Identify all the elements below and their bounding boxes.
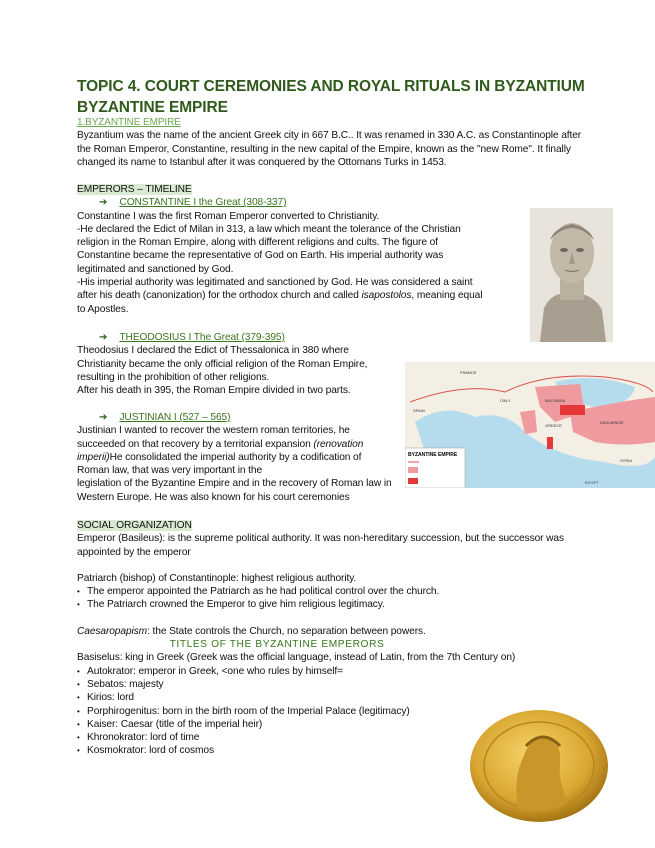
list-item: • The Patriarch crowned the Emperor to give him religious legitimacy. xyxy=(77,598,592,611)
byzantine-empire-map xyxy=(405,362,655,488)
list-item: • Kaiser: Caesar (title of the imperial heir) xyxy=(77,718,592,731)
constantine-heading: ➔ CONSTANTINE I the Great (308-337) xyxy=(99,197,287,209)
paragraph: -His imperial authority was legitimated and sanctioned by God. He was considered a saint after his death (canonization) for the orthodox church and called isapostolos, meaning equal to Apostles. xyxy=(77,277,483,315)
paragraph: Constantine I was the first Roman Emperor converted to Christianity. xyxy=(77,210,380,222)
justinian-heading: ➔ JUSTINIAN I (527 – 565) xyxy=(99,412,231,423)
paragraph: Basiselus: king in Greek (Greek was the official language, instead of Latin, from the 7th Century on) xyxy=(77,652,516,664)
paragraph: Theodosius I declared the Edict of Thessalonica in 380 where Christianity became the only official religion of the Roman Empire, resulting in the prohibition of other religions. xyxy=(77,345,368,383)
arrow-icon: ➔ xyxy=(99,332,108,343)
section-timeline xyxy=(77,183,487,316)
bullet-list xyxy=(77,585,592,612)
paragraph: -He declared the Edict of Milan in 313, a law which meant the tolerance of the Christian religion in the Roman Empire, along with different religions and cults. The figure of Constantine became the representative of God on Earth. His imperial authority was legitimated and sanctioned by God. xyxy=(77,223,461,275)
list-item: • Kosmokrator: lord of cosmos xyxy=(77,744,592,757)
list-item: • Khronokrator: lord of time xyxy=(77,731,592,744)
list-item: • Autokrator: emperor in Greek, <one who rules by himself= xyxy=(77,665,592,678)
map-label: SPAIN xyxy=(413,408,425,413)
constantine-statue-image xyxy=(530,208,613,342)
paragraph: Byzantium was the name of the ancient Greek city in 667 B.C.. It was renamed in 330 A.C. as Constantinople after the Roman Emperor, Constantine, resulting in the new capital of the Empire, known as the "new Rome". It finally changed its name to Istanbul after it was conquered by the Ottomans Turks in 1453. xyxy=(77,130,582,168)
list-item: • The emperor appointed the Patriarch as he had political control over the church. xyxy=(77,585,592,598)
paragraph: Patriarch (bishop) of Constantinople: highest religious authority. xyxy=(77,572,357,584)
map-label: SYRIA xyxy=(620,458,633,463)
section-theodosius xyxy=(77,331,387,397)
list-item: • Sebatos: majesty xyxy=(77,678,592,691)
page-title: TOPIC 4. COURT CEREMONIES AND ROYAL RITUALS IN BYZANTIUM BYZANTINE EMPIRE xyxy=(77,78,585,116)
section-heading: 1.BYZANTINE EMPIRE xyxy=(77,117,181,128)
section-justinian xyxy=(77,411,392,504)
map-label: ITALY xyxy=(500,398,511,403)
paragraph: Emperor (Basileus): is the supreme political authority. It was non-hereditary succession, but the successor was appointed by the emperor xyxy=(77,533,564,558)
theodosius-heading: ➔ THEODOSIUS I The Great (379-395) xyxy=(99,332,285,343)
list-item: • Porphirogenitus: born in the birth room of the Imperial Palace (legitimacy) xyxy=(77,705,592,718)
map-label: GREECE xyxy=(545,423,562,428)
paragraph: Caesaropapism: the State controls the Church, no separation between powers. xyxy=(77,625,426,637)
arrow-icon: ➔ xyxy=(99,197,108,209)
map-label: ASIA MINOR xyxy=(600,420,624,425)
section-heading: SOCIAL ORGANIZATION xyxy=(77,520,192,531)
section-heading: EMPERORS – TIMELINE xyxy=(77,184,192,195)
titles-heading: TITLES OF THE BYZANTINE EMPERORS xyxy=(169,639,385,651)
paragraph: After his death in 395, the Roman Empire divided in two parts. xyxy=(77,385,351,397)
gold-coin-image xyxy=(468,708,610,823)
map-label: FRANCE xyxy=(460,370,477,375)
map-label: EGYPT xyxy=(585,480,599,485)
arrow-icon: ➔ xyxy=(99,412,108,423)
map-legend-title: BYZANTINE EMPIRE xyxy=(408,452,458,458)
section-byzantine-empire xyxy=(77,116,592,169)
map-label: BULGARIA xyxy=(545,398,566,403)
paragraph: Justinian I wanted to recover the western roman territories, he succeeded on that recovery by a territorial expansion (renovation imperii)He consolidated the imperial authority by a codification of Roman law, that was very important in the xyxy=(77,425,364,477)
list-item: • Kirios: lord xyxy=(77,691,592,704)
paragraph: legislation of the Byzantine Empire and in the recovery of Roman law in Western Europe. He was also known for his court ceremonies xyxy=(77,478,392,503)
